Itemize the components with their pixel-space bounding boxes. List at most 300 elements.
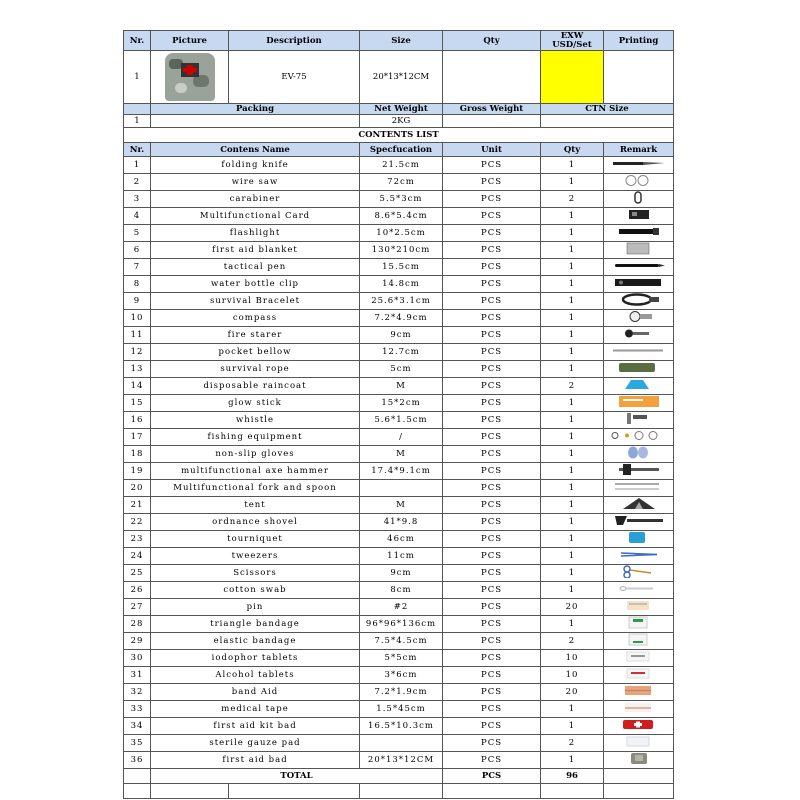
item-nr: 1: [124, 157, 151, 174]
tweezers-icon: [609, 548, 669, 564]
item-unit: PCS: [443, 667, 541, 684]
item-name: first aid blanket: [151, 242, 360, 259]
table-row: [124, 497, 674, 514]
product-nr: 1: [124, 51, 151, 104]
ctn-size-value: [541, 115, 674, 128]
item-nr: 19: [124, 463, 151, 480]
elastic-bandage-icon: [609, 633, 669, 649]
product-description: EV-75: [229, 51, 360, 104]
item-name: carabiner: [151, 191, 360, 208]
blanket-icon: [609, 242, 669, 258]
item-qty: 1: [541, 395, 604, 412]
header-exw: [541, 31, 604, 51]
item-qty: 1: [541, 208, 604, 225]
item-name: elastic bandage: [151, 633, 360, 650]
item-unit: PCS: [443, 684, 541, 701]
item-unit: PCS: [443, 259, 541, 276]
table-row: [124, 276, 674, 293]
item-nr: 27: [124, 599, 151, 616]
fishing-icon: [609, 429, 669, 445]
tactical-bag-image: [165, 53, 215, 101]
item-remark: [604, 650, 674, 667]
item-unit: PCS: [443, 174, 541, 191]
table-row: [124, 616, 674, 633]
item-nr: 23: [124, 531, 151, 548]
item-remark: [604, 293, 674, 310]
contents-header-spec: Specfucation: [360, 143, 443, 157]
item-spec: 41*9.8: [360, 514, 443, 531]
item-remark: [604, 735, 674, 752]
item-spec: 5cm: [360, 361, 443, 378]
table-row: [124, 259, 674, 276]
item-name: tourniquet: [151, 531, 360, 548]
alcohol-icon: [609, 667, 669, 683]
item-unit: PCS: [443, 208, 541, 225]
item-spec: 96*96*136cm: [360, 616, 443, 633]
bottle-clip-icon: [609, 276, 669, 292]
item-nr: 5: [124, 225, 151, 242]
item-qty: 1: [541, 752, 604, 769]
glow-stick-icon: [609, 395, 669, 411]
item-remark: [604, 412, 674, 429]
header-exw-line1: EXW: [560, 30, 584, 41]
cotton-swab-icon: [609, 582, 669, 598]
item-unit: PCS: [443, 480, 541, 497]
item-qty: 2: [541, 735, 604, 752]
item-spec: 17.4*9.1cm: [360, 463, 443, 480]
product-header-row: [124, 31, 674, 51]
table-row: [124, 684, 674, 701]
item-remark: [604, 395, 674, 412]
contents-header-unit: Unit: [443, 143, 541, 157]
item-qty: 1: [541, 276, 604, 293]
item-unit: PCS: [443, 514, 541, 531]
item-spec: 7.2*4.9cm: [360, 310, 443, 327]
item-nr: 24: [124, 548, 151, 565]
item-spec: 72cm: [360, 174, 443, 191]
item-unit: PCS: [443, 735, 541, 752]
item-spec: M: [360, 378, 443, 395]
gauze-icon: [609, 735, 669, 751]
item-name: cotton swab: [151, 582, 360, 599]
item-name: whistle: [151, 412, 360, 429]
item-unit: PCS: [443, 191, 541, 208]
item-name: tactical pen: [151, 259, 360, 276]
item-spec: 46cm: [360, 531, 443, 548]
item-spec: 5*5cm: [360, 650, 443, 667]
table-row: [124, 293, 674, 310]
item-nr: 14: [124, 378, 151, 395]
packing-row: [124, 115, 674, 128]
gross-weight-header: Gross Weight: [443, 104, 541, 115]
item-qty: 1: [541, 310, 604, 327]
triangle-bandage-icon: [609, 616, 669, 632]
item-qty: 2: [541, 378, 604, 395]
contents-title-row: [124, 128, 674, 143]
pen-icon: [609, 259, 669, 275]
item-spec: 25.6*3.1cm: [360, 293, 443, 310]
item-qty: 1: [541, 531, 604, 548]
item-qty: 1: [541, 463, 604, 480]
item-qty: 1: [541, 548, 604, 565]
table-row: [124, 225, 674, 242]
header-exw-line2: USD/Set: [552, 39, 592, 50]
rope-icon: [609, 361, 669, 377]
item-remark: [604, 361, 674, 378]
tape-icon: [609, 701, 669, 717]
item-remark: [604, 548, 674, 565]
item-nr: 29: [124, 633, 151, 650]
item-name: pocket bellow: [151, 344, 360, 361]
item-qty: 10: [541, 667, 604, 684]
item-spec: 1.5*45cm: [360, 701, 443, 718]
item-nr: 8: [124, 276, 151, 293]
compass-icon: [609, 310, 669, 326]
item-name: compass: [151, 310, 360, 327]
item-remark: [604, 480, 674, 497]
item-spec: 5.6*1.5cm: [360, 412, 443, 429]
item-name: iodophor tablets: [151, 650, 360, 667]
item-nr: 15: [124, 395, 151, 412]
tourniquet-icon: [609, 531, 669, 547]
item-nr: 4: [124, 208, 151, 225]
item-nr: 13: [124, 361, 151, 378]
total-label: TOTAL: [151, 769, 443, 784]
item-spec: 3*6cm: [360, 667, 443, 684]
table-row: [124, 599, 674, 616]
item-name: Multifunctional Card: [151, 208, 360, 225]
table-row: [124, 327, 674, 344]
table-row: [124, 667, 674, 684]
table-row: [124, 531, 674, 548]
item-qty: 1: [541, 157, 604, 174]
item-unit: PCS: [443, 361, 541, 378]
item-remark: [604, 276, 674, 293]
item-spec: 130*210cm: [360, 242, 443, 259]
item-remark: [604, 429, 674, 446]
fork-spoon-icon: [609, 480, 669, 496]
gross-weight-value: [443, 115, 541, 128]
item-nr: 35: [124, 735, 151, 752]
item-nr: 33: [124, 701, 151, 718]
item-nr: 36: [124, 752, 151, 769]
item-unit: PCS: [443, 650, 541, 667]
item-name: Multifunctional fork and spoon: [151, 480, 360, 497]
item-qty: 1: [541, 514, 604, 531]
item-spec: 11cm: [360, 548, 443, 565]
product-exw-price: [541, 51, 604, 104]
packing-header-row: [124, 104, 674, 115]
item-remark: [604, 378, 674, 395]
packing-header: Packing: [151, 104, 360, 115]
whistle-icon: [609, 412, 669, 428]
contents-list: [124, 157, 674, 769]
item-spec: 7.5*4.5cm: [360, 633, 443, 650]
item-unit: PCS: [443, 395, 541, 412]
item-nr: 2: [124, 174, 151, 191]
item-remark: [604, 463, 674, 480]
item-nr: 25: [124, 565, 151, 582]
item-qty: 1: [541, 497, 604, 514]
item-qty: 1: [541, 412, 604, 429]
item-unit: PCS: [443, 565, 541, 582]
item-unit: PCS: [443, 276, 541, 293]
item-nr: 18: [124, 446, 151, 463]
item-nr: 32: [124, 684, 151, 701]
item-nr: 20: [124, 480, 151, 497]
item-nr: 16: [124, 412, 151, 429]
flashlight-icon: [609, 225, 669, 241]
item-spec: 10*2.5cm: [360, 225, 443, 242]
product-row: [124, 51, 674, 104]
item-name: glow stick: [151, 395, 360, 412]
item-spec: 8.6*5.4cm: [360, 208, 443, 225]
item-remark: [604, 225, 674, 242]
item-remark: [604, 701, 674, 718]
item-nr: 22: [124, 514, 151, 531]
item-remark: [604, 616, 674, 633]
item-qty: 1: [541, 616, 604, 633]
item-qty: 1: [541, 293, 604, 310]
item-remark: [604, 718, 674, 735]
item-remark: [604, 174, 674, 191]
item-qty: 1: [541, 429, 604, 446]
product-size: 20*13*12CM: [360, 51, 443, 104]
table-row: [124, 191, 674, 208]
item-nr: 9: [124, 293, 151, 310]
item-qty: 1: [541, 446, 604, 463]
item-qty: 1: [541, 701, 604, 718]
item-unit: PCS: [443, 446, 541, 463]
table-row: [124, 429, 674, 446]
item-name: band Aid: [151, 684, 360, 701]
item-unit: PCS: [443, 752, 541, 769]
contents-header-remark: Remark: [604, 143, 674, 157]
item-spec: 21.5cm: [360, 157, 443, 174]
item-unit: PCS: [443, 599, 541, 616]
item-name: sterile gauze pad: [151, 735, 360, 752]
net-weight-value: 2KG: [360, 115, 443, 128]
item-remark: [604, 327, 674, 344]
table-row: [124, 208, 674, 225]
item-spec: M: [360, 497, 443, 514]
ctn-size-header: CTN Size: [541, 104, 674, 115]
contents-header-name: Contens Name: [151, 143, 360, 157]
item-unit: PCS: [443, 463, 541, 480]
item-qty: 1: [541, 480, 604, 497]
item-unit: PCS: [443, 225, 541, 242]
bellow-icon: [609, 344, 669, 360]
item-nr: 6: [124, 242, 151, 259]
item-remark: [604, 157, 674, 174]
bracelet-icon: [609, 293, 669, 309]
packing-nr: 1: [124, 115, 151, 128]
raincoat-icon: [609, 378, 669, 394]
item-unit: PCS: [443, 633, 541, 650]
item-unit: PCS: [443, 616, 541, 633]
item-remark: [604, 242, 674, 259]
table-row: [124, 157, 674, 174]
table-row: [124, 548, 674, 565]
table-row: [124, 412, 674, 429]
item-unit: PCS: [443, 157, 541, 174]
header-picture: Picture: [151, 31, 229, 51]
table-row: [124, 718, 674, 735]
item-unit: PCS: [443, 310, 541, 327]
total-row: [124, 769, 674, 784]
table-row: [124, 735, 674, 752]
item-spec: M: [360, 446, 443, 463]
item-remark: [604, 514, 674, 531]
table-row: [124, 582, 674, 599]
table-row: [124, 378, 674, 395]
table-row: [124, 463, 674, 480]
item-name: tweezers: [151, 548, 360, 565]
item-unit: PCS: [443, 548, 541, 565]
contents-header-row: [124, 143, 674, 157]
item-unit: PCS: [443, 327, 541, 344]
item-nr: 3: [124, 191, 151, 208]
fire-starter-icon: [609, 327, 669, 343]
contents-list-title: CONTENTS LIST: [124, 128, 674, 143]
table-row: [124, 565, 674, 582]
item-qty: 20: [541, 599, 604, 616]
packing-value: [151, 115, 360, 128]
item-qty: 1: [541, 259, 604, 276]
table-row: [124, 344, 674, 361]
header-qty: Qty: [443, 31, 541, 51]
item-qty: 1: [541, 174, 604, 191]
item-qty: 1: [541, 327, 604, 344]
first-aid-bag-icon: [609, 752, 669, 768]
table-row: [124, 310, 674, 327]
axe-icon: [609, 463, 669, 479]
header-nr: Nr.: [124, 31, 151, 51]
item-name: tent: [151, 497, 360, 514]
item-qty: 1: [541, 582, 604, 599]
table-row: [124, 395, 674, 412]
product-picture: [151, 51, 229, 104]
item-name: water bottle clip: [151, 276, 360, 293]
item-name: first aid bad: [151, 752, 360, 769]
item-spec: 12.7cm: [360, 344, 443, 361]
band-aid-icon: [609, 684, 669, 700]
table-row: [124, 361, 674, 378]
table-row: [124, 446, 674, 463]
item-remark: [604, 565, 674, 582]
item-name: multifunctional axe hammer: [151, 463, 360, 480]
table-row: [124, 514, 674, 531]
item-unit: PCS: [443, 378, 541, 395]
table-row: [124, 701, 674, 718]
table-row: [124, 242, 674, 259]
table-row: [124, 633, 674, 650]
item-unit: PCS: [443, 718, 541, 735]
item-name: pin: [151, 599, 360, 616]
item-nr: 34: [124, 718, 151, 735]
item-qty: 20: [541, 684, 604, 701]
item-name: triangle bandage: [151, 616, 360, 633]
product-sheet: [123, 30, 673, 799]
spec-table: [123, 30, 674, 799]
item-nr: 11: [124, 327, 151, 344]
item-remark: [604, 582, 674, 599]
item-qty: 1: [541, 225, 604, 242]
item-unit: PCS: [443, 412, 541, 429]
item-qty: 2: [541, 191, 604, 208]
item-spec: 5.5*3cm: [360, 191, 443, 208]
item-name: flashlight: [151, 225, 360, 242]
item-remark: [604, 310, 674, 327]
item-unit: PCS: [443, 344, 541, 361]
wire-saw-icon: [609, 174, 669, 190]
item-spec: 20*13*12CM: [360, 752, 443, 769]
item-remark: [604, 667, 674, 684]
scissors-icon: [609, 565, 669, 581]
item-spec: [360, 480, 443, 497]
item-remark: [604, 633, 674, 650]
item-remark: [604, 344, 674, 361]
item-remark: [604, 208, 674, 225]
item-remark: [604, 684, 674, 701]
item-spec: 15*2cm: [360, 395, 443, 412]
item-qty: 1: [541, 344, 604, 361]
total-unit: PCS: [443, 769, 541, 784]
item-name: first aid kit bad: [151, 718, 360, 735]
item-spec: 14.8cm: [360, 276, 443, 293]
item-remark: [604, 599, 674, 616]
item-unit: PCS: [443, 582, 541, 599]
item-unit: PCS: [443, 701, 541, 718]
pin-icon: [609, 599, 669, 615]
item-unit: PCS: [443, 293, 541, 310]
item-nr: 26: [124, 582, 151, 599]
item-nr: 17: [124, 429, 151, 446]
table-row: [124, 480, 674, 497]
item-nr: 10: [124, 310, 151, 327]
item-qty: 1: [541, 242, 604, 259]
item-remark: [604, 191, 674, 208]
knife-icon: [609, 157, 669, 173]
item-name: medical tape: [151, 701, 360, 718]
header-size: Size: [360, 31, 443, 51]
table-row: [124, 752, 674, 769]
item-remark: [604, 497, 674, 514]
item-name: folding knife: [151, 157, 360, 174]
item-name: fire starer: [151, 327, 360, 344]
item-name: survival rope: [151, 361, 360, 378]
item-remark: [604, 446, 674, 463]
item-spec: 8cm: [360, 582, 443, 599]
item-qty: 1: [541, 361, 604, 378]
item-nr: 21: [124, 497, 151, 514]
item-unit: PCS: [443, 242, 541, 259]
contents-header-qty: Qty: [541, 143, 604, 157]
item-remark: [604, 259, 674, 276]
item-qty: 1: [541, 565, 604, 582]
item-qty: 10: [541, 650, 604, 667]
item-name: fishing equipment: [151, 429, 360, 446]
item-remark: [604, 752, 674, 769]
item-qty: 2: [541, 633, 604, 650]
item-spec: 7.2*1.9cm: [360, 684, 443, 701]
item-remark: [604, 531, 674, 548]
kit-bag-icon: [609, 718, 669, 734]
item-unit: PCS: [443, 497, 541, 514]
table-row: [124, 650, 674, 667]
tent-icon: [609, 497, 669, 513]
item-unit: PCS: [443, 531, 541, 548]
